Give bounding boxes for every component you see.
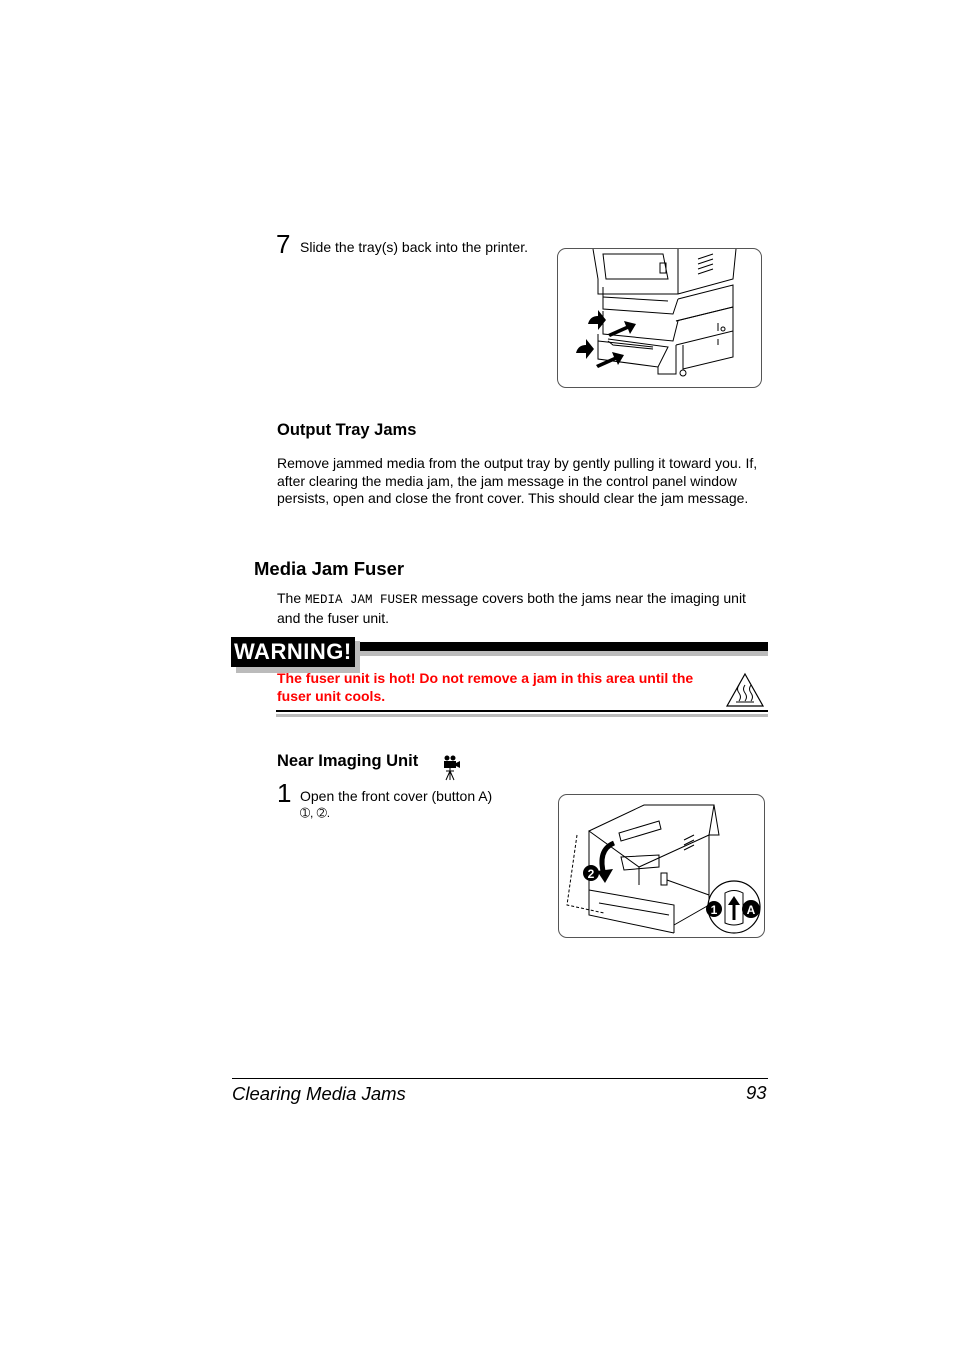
warning-box (231, 637, 768, 717)
front-cover-figure (558, 794, 765, 938)
step-7-text: Slide the tray(s) back into the printer. (300, 239, 528, 255)
printer-front-cover-illustration (559, 795, 764, 937)
hot-surface-icon (725, 671, 765, 714)
media-jam-fuser-code: MEDIA JAM FUSER (305, 593, 418, 607)
media-jam-fuser-paragraph (277, 590, 769, 627)
near-imaging-unit-heading: Near Imaging Unit (277, 752, 419, 770)
media-jam-fuser-text-before: The (277, 590, 306, 606)
output-tray-jams-paragraph: Remove jammed media from the output tray by gently pulling it toward you. If, after clearing the media jam, the jam message in the control panel window persists, open and close the front cover. This should clear the jam message. (277, 455, 758, 506)
warning-bottom-rule-shadow (276, 714, 768, 717)
output-tray-jams-heading: Output Tray Jams (277, 421, 417, 439)
step-number-1: 1 (277, 778, 292, 808)
step-number-7: 7 (276, 229, 291, 259)
warning-bottom-rule (276, 710, 768, 712)
warning-text: The fuser unit is hot! Do not remove a jam in this area until the fuser unit cools. (277, 670, 694, 704)
printer-trays-illustration (558, 249, 761, 387)
footer-rule (232, 1078, 768, 1079)
tray-insertion-figure (557, 248, 762, 388)
marker-2-label: 2 (587, 867, 595, 881)
footer-page-number: 93 (746, 1082, 767, 1103)
step-1-text: Open the front cover (button A) (300, 788, 493, 804)
marker-a-label: A (746, 903, 756, 917)
media-jam-fuser-text-after: message covers both the jams near the imaging unit and the fuser unit. (277, 590, 746, 626)
step-1-markers: ➀, ➁. (300, 806, 331, 820)
media-jam-fuser-heading: Media Jam Fuser (254, 558, 405, 579)
footer-section-title: Clearing Media Jams (232, 1083, 406, 1104)
marker-1-label: 1 (710, 903, 718, 917)
video-camera-icon (441, 755, 461, 786)
warning-label: WARNING! (231, 637, 355, 667)
